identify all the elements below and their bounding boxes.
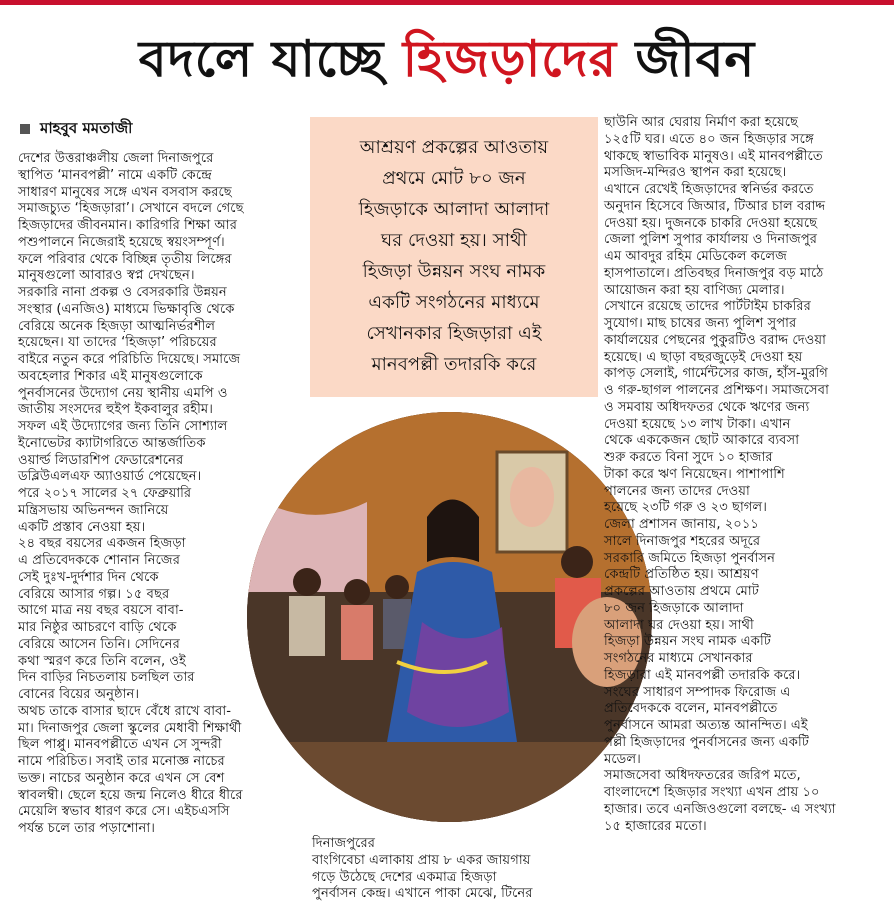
- headline-part3: জীবন: [635, 30, 756, 88]
- article-column-3: ছাউনি আর ঘেরায় নির্মাণ করা হয়েছে ১২৫টি ঘর। এতে ৪০ জন হিজড়ার সঙ্গে থাকছে স্বাভাবিক মানুষও। এই মানবপল্লীতে মসজিদ-মন্দিরও স্থাপন করা হয়েছে। এখানে রেখেই হিজড়াদের স্বনির্ভর করতে অনুদান হিসেবে জিআর, টিআর চাল বরাদ্দ দেওয়া হয়। দুজনকে চাকরি দেওয়া হয়েছে জেলা পুলিশ সুপার কার্যালয় ও দিনাজপুর এম আবদুর রহিম মেডিকেল কলেজ হাসপাতালে। প্রতিবছর দিনাজপুর বড় মাঠে আয়োজন করা হয় বাণিজ্য মেলার। সেখানে রয়েছে তাদের পার্টটাইম চাকরির সুযোগ। মাছ চাষের জন্য পুলিশ সুপার কার্যালয়ের পেছনের পুকুরটিও বরাদ্দ দেওয়া হয়েছে। এ ছাড়া বছরজুড়েই দেওয়া হয় কাপড় সেলাই, গার্মেন্টসের কাজ, হাঁস-মুরগি ও গরু-ছাগল পালনের প্রশিক্ষণ। সমাজসেবা ও সমবায় অধিদফতর থেকে ঋণের জন্য দেওয়া হয়েছে ১৩ লাখ টাকা। এখান থেকে এককেজন ছোট আকারে ব্যবসা শুরু করতে বিনা সুদে ১০ হাজার টাকা করে ঋণ নিয়েছেন। পাশাপাশি পালনের জন্য তাদের দেওয়া হয়েছে ২৩টি গরু ও ২৩ ছাগল। জেলা প্রশাসন জানায়, ২০১১ সালে দিনাজপুর শহরের অদূরে সরকারি জমিতে হিজড়া পুনর্বাসন কেন্দ্রটি প্রতিষ্ঠিত হয়। আশ্রয়ণ প্রকল্পের আওতায় প্রথমে মোট ৮০ জন হিজড়াকে আলাদা আলাদা ঘর দেওয়া হয়। সাথী হিজড়া উন্নয়ন সংঘ নামক একটি সংগঠনের মাধ্যমে সেখানকার হিজড়ারা এই মানবপল্লী তদারকি করে। সংঘের সাধারণ সম্পাদক ফিরোজ এ প্রতিবেদককে বলেন, মানবপল্লীতে পুনর্বাসনে আমরা অত্যন্ত আনন্দিত। এই পল্লী হিজড়াদের পুনর্বাসনের জন্য একটি মডেল। সমাজসেবা অধিদফতরের জরিপ মতে, বাংলাদেশে হিজড়ার সংখ্যা এখন প্রায় ১০ হাজার। তবে এনজিওগুলো বলছে- এ সংখ্যা ১৫ হাজারের মতো।: [604, 115, 836, 834]
- byline: [20, 117, 132, 142]
- pull-quote-text: আশ্রয়ণ প্রকল্পের আওতায় প্রথমে মোট ৮০ জন হিজড়াকে আলাদা আলাদা ঘর দেওয়া হয়। সাথী হিজড়া উন্নয়ন সংঘ নামক একটি সংগঠনের মাধ্যমে সেখানকার হিজড়ারা এই মানবপল্লী তদারকি করে: [358, 137, 550, 375]
- top-accent-bar: [0, 0, 894, 5]
- headline-highlight: হিজড়াদের: [402, 30, 618, 88]
- photo-caption-column: দিনাজপুরের বাংগিবেচা এলাকায় প্রায় ৮ একর জায়গায় গড়ে উঠেছে দেশের একমাত্র হিজড়া পুনর্বাসন কেন্দ্র। এখানে পাকা মেঝে, টিনের: [312, 836, 533, 902]
- author-name: মাহবুব মমতাজী: [40, 119, 133, 137]
- article-photo: [247, 412, 652, 822]
- pull-quote-box: [310, 117, 598, 397]
- article-column-1: দেশের উত্তরাঞ্চলীয় জেলা দিনাজপুরে স্থাপিত ‘মানবপল্লী’ নামে একটি কেন্দ্রে সাধারণ মানুষের সঙ্গে এখন বসবাস করছে সমাজচ্যুত ‘হিজড়ারা’। সেখানে বদলে গেছে হিজড়াদের জীবনমান। কারিগরি শিক্ষা আর পশুপালনে নিজেরাই হয়েছে স্বয়ংসম্পূর্ণ। ফলে পরিবার থেকে বিচ্ছিন্ন তৃতীয় লিঙ্গের মানুষগুলো আবারও স্বপ্ন দেখছেন। সরকারি নানা প্রকল্প ও বেসরকারি উন্নয়ন সংস্থার (এনজিও) মাধ্যমে ভিক্ষাবৃত্তি থেকে বেরিয়ে অনেক হিজড়া আত্মনির্ভরশীল হয়েছেন। যা তাদের ‘হিজড়া’ পরিচয়ের বাইরে নতুন করে পরিচিতি দিয়েছে। সমাজে অবহেলার শিকার এই মানুষগুলোকে পুনর্বাসনের উদ্যোগ নেয় স্থানীয় এমপি ও জাতীয় সংসদের হুইপ ইকবালুর রহীম। সফল এই উদ্যোগের জন্য তিনি সোশ্যাল ইনোভেটর ক্যাটাগরিতে আন্তর্জাতিক ওয়ার্ল্ড লিডারশিপ ফেডারেশনের ডব্লিউএলএফ অ্যাওয়ার্ড পেয়েছেন। পরে ২০১৭ সালের ২৭ ফেব্রুয়ারি মন্ত্রিসভায় অভিনন্দন জানিয়ে একটি প্রস্তাব নেওয়া হয়। ২৪ বছর বয়সের একজন হিজড়া এ প্রতিবেদককে শোনান নিজের সেই দুঃখ-দুর্দশার দিন থেকে বেরিয়ে আসার গল্প। ১৫ বছর আগে মাত্র নয় বছর বয়সে বাবা- মার নিষ্ঠুর আচরণে বাড়ি থেকে বেরিয়ে আসেন তিনি। সেদিনের কথা স্মরণ করে তিনি বলেন, ওই দিন বাড়ির নিচতলায় চলছিল তার বোনের বিয়ের অনুষ্ঠান। অথচ তাকে বাসার ছাদে বেঁধে রাখে বাবা- মা। দিনাজপুর জেলা স্কুলের মেধাবী শিক্ষার্থী ছিল পাপ্পু। মানবপল্লীতে এখন সে সুন্দরী নামে পরিচিত। সবাই তার মনোজ্ঞ নাচের ভক্ত। নাচের অনুষ্ঠান করে এখন সে বেশ স্বাবলম্বী। ছেলে হয়ে জন্ম নিলেও ধীরে ধীরে মেয়েলি স্বভাব ধারণ করে সে। এইচএসসি পর্যন্ত চলে তার পড়াশোনা।: [18, 151, 244, 836]
- byline-square-icon: [20, 124, 30, 134]
- photo-illustration: [247, 412, 652, 822]
- headline: [0, 22, 894, 105]
- headline-part1: বদলে যাচ্ছে: [138, 30, 385, 88]
